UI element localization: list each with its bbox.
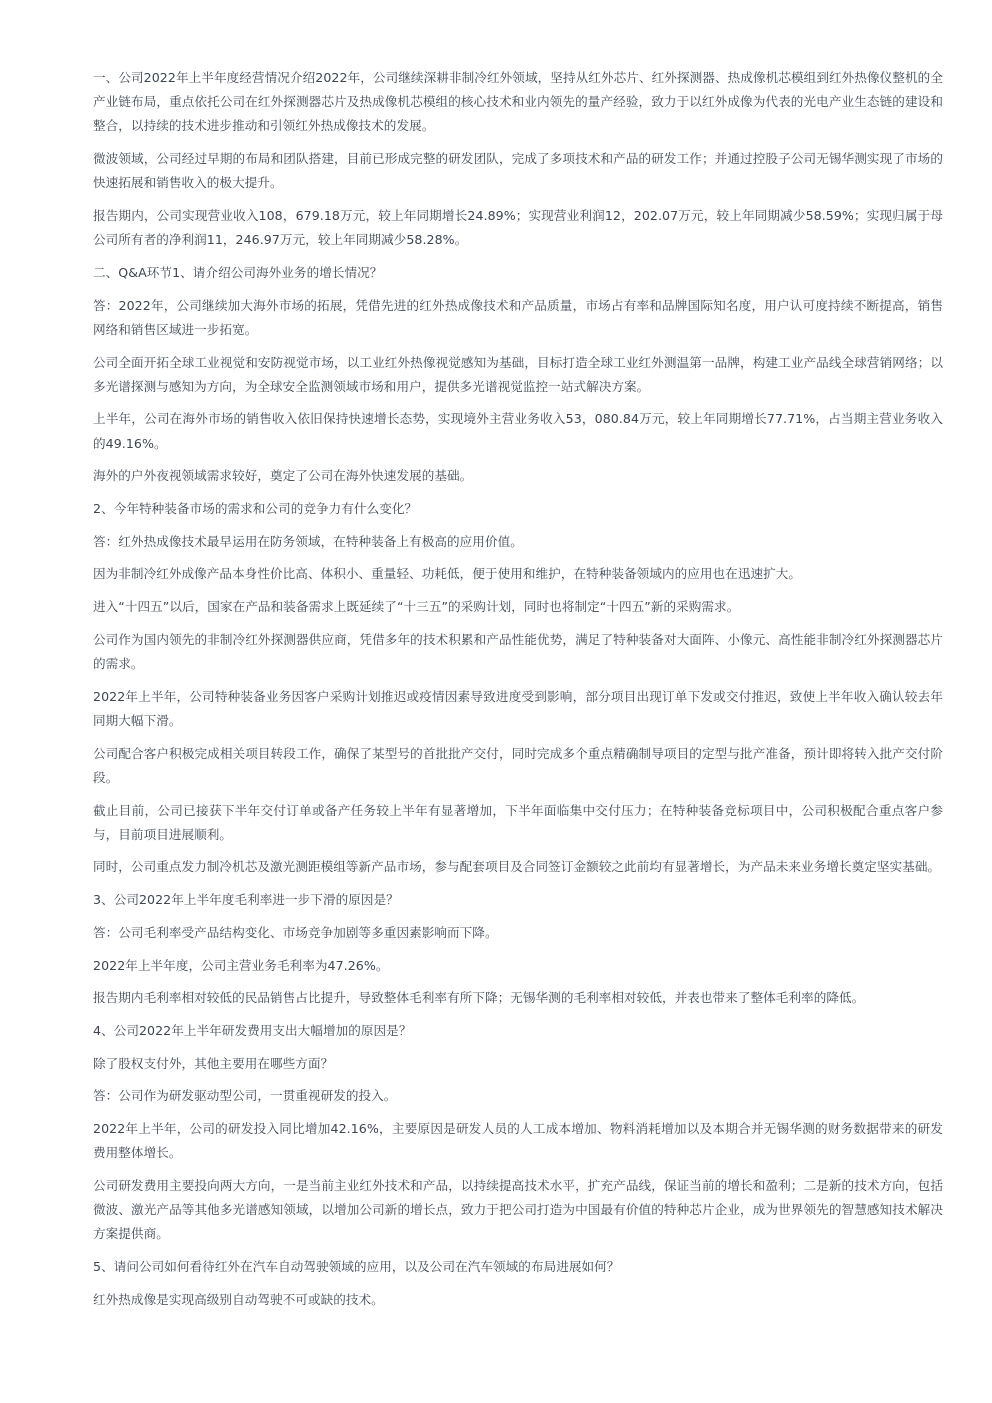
paragraph-answer-4c: 公司研发费用主要投向两大方向，一是当前主业红外技术和产品，以持续提高技术水平，扩充产品线，保证当前的增长和盈利；二是新的技术方向，包括微波、激光产品等其他多光谱感知领域，以增加公司新的增长点，致力于把公司打造为中国最有价值的特种芯片企业，成为世界领先的智慧感知技术解决方案提供商。 — [93, 1178, 943, 1242]
paragraph-answer-2b: 因为非制冷红外成像产品本身性价比高、体积小、重量轻、功耗低，便于使用和维护，在特种装备领域内的应用也在迅速扩大。 — [93, 566, 802, 582]
heading-question-4-sub: 除了股权支付外，其他主要用在哪些方面？ — [93, 1055, 334, 1071]
paragraph-answer-3c: 报告期内毛利率相对较低的民品销售占比提升，导致整体毛利率有所下降；无锡华测的毛利率相对较低，并表也带来了整体毛利率的降低。 — [93, 990, 865, 1006]
paragraph-answer-3b: 2022年上半年度，公司主营业务毛利率为47.26%。 — [93, 957, 389, 973]
paragraph-answer-2f: 公司配合客户积极完成相关项目转段工作，确保了某型号的首批批产交付，同时完成多个重点精确制导项目的定型与批产准备，预计即将转入批产交付阶段。 — [93, 745, 943, 785]
heading-question-3: 3、公司2022年上半年度毛利率进一步下滑的原因是？ — [93, 892, 399, 908]
paragraph-answer-5a: 红外热成像是实现高级别自动驾驶不可或缺的技术。 — [93, 1291, 384, 1307]
heading-question-4: 4、公司2022年上半年研发费用支出大幅增加的原因是？ — [93, 1023, 412, 1038]
paragraph-answer-2d: 公司作为国内领先的非制冷红外探测器供应商，凭借多年的技术积累和产品性能优势，满足了特种装备对大面阵、小像元、高性能非制冷红外探测器芯片的需求。 — [93, 631, 943, 672]
heading-question-5: 5、请问公司如何看待红外在汽车自动驾驶领域的应用，以及公司在汽车领域的布局进展如何？ — [93, 1259, 620, 1275]
paragraph-answer-2c: 进入“十四五”以后，国家在产品和装备需求上既延续了“十三五”的采购计划，同时也将制定“十四五”新的采购需求。 — [93, 599, 740, 615]
paragraph-answer-1c: 上半年，公司在海外市场的销售收入依旧保持快速增长态势，实现境外主营业务收入53，080.84万元，较上年同期增长77.71%，占当期主营业务收入的49.16%。 — [93, 411, 943, 451]
paragraph-overview: 一、公司2022年上半年度经营情况介绍2022年，公司继续深耕非制冷红外领域，坚持从红外芯片、红外探测器、热成像机芯模组到红外热像仪整机的全产业链布局，重点依托公司在红外探测器芯片及热成像机芯模组的核心技术和业内领先的量产经验，致力于以红外成像为代表的光电产业生态链的建设和整合，以持续的技术进步推动和引领红外热成像技术的发展。 — [93, 70, 943, 134]
paragraph-answer-4a: 答：公司作为研发驱动型公司，一贯重视研发的投入。 — [93, 1088, 397, 1104]
paragraph-microwave: 微波领域，公司经过早期的布局和团队搭建，目前已形成完整的研发团队，完成了多项技术和产品的研发工作；并通过控股子公司无锡华测实现了市场的快速拓展和销售收入的极大提升。 — [93, 151, 943, 191]
paragraph-answer-1d: 海外的户外夜视领域需求较好，奠定了公司在海外快速发展的基础。 — [93, 468, 473, 484]
document-body — [93, 66, 943, 1321]
heading-question-2: 2、今年特种装备市场的需求和公司的竞争力有什么变化？ — [93, 501, 418, 517]
paragraph-answer-3a: 答：公司毛利率受产品结构变化、市场竞争加剧等多重因素影响而下降。 — [93, 924, 498, 940]
paragraph-answer-1a: 答：2022年，公司继续加大海外市场的拓展，凭借先进的红外热成像技术和产品质量，市场占有率和品牌国际知名度，用户认可度持续不断提高，销售网络和销售区域进一步拓宽。 — [93, 297, 943, 337]
paragraph-answer-1b: 公司全面开拓全球工业视觉和安防视觉市场，以工业红外热像视觉感知为基础，目标打造全球工业红外测温第一品牌，构建工业产品线全球营销网络；以多光谱探测与感知为方向，为全球安全监测领域市场和用户，提供多光谱视觉监控一站式解决方案。 — [93, 354, 943, 394]
paragraph-answer-2a: 答：红外热成像技术最早运用在防务领域，在特种装备上有极高的应用价值。 — [93, 533, 523, 549]
paragraph-answer-4b: 2022年上半年，公司的研发投入同比增加42.16%，主要原因是研发人员的人工成本增加、物料消耗增加以及本期合并无锡华测的财务数据带来的研发费用整体增长。 — [93, 1121, 943, 1161]
paragraph-answer-2g: 截止目前，公司已接获下半年交付订单或备产任务较上半年有显著增加，下半年面临集中交付压力；在特种装备竞标项目中，公司积极配合重点客户参与，目前项目进展顺利。 — [93, 802, 943, 842]
heading-qa-1: 二、Q&A环节1、请介绍公司海外业务的增长情况？ — [93, 264, 383, 280]
paragraph-answer-2e: 2022年上半年，公司特种装备业务因客户采购计划推迟或疫情因素导致进度受到影响，部分项目出现订单下发或交付推迟，致使上半年收入确认较去年同期大幅下滑。 — [93, 688, 943, 728]
paragraph-answer-2h: 同时，公司重点发力制冷机芯及激光测距模组等新产品市场，参与配套项目及合同签订金额较之此前均有显著增长，为产品未来业务增长奠定坚实基础。 — [93, 859, 941, 875]
paragraph-financials: 报告期内，公司实现营业收入108，679.18万元，较上年同期增长24.89%；实现营业利润12，202.07万元，较上年同期减少58.59%；实现归属于母公司所有者的净利润11，246.97万元，较上年同期减少58.28%。 — [93, 208, 943, 248]
